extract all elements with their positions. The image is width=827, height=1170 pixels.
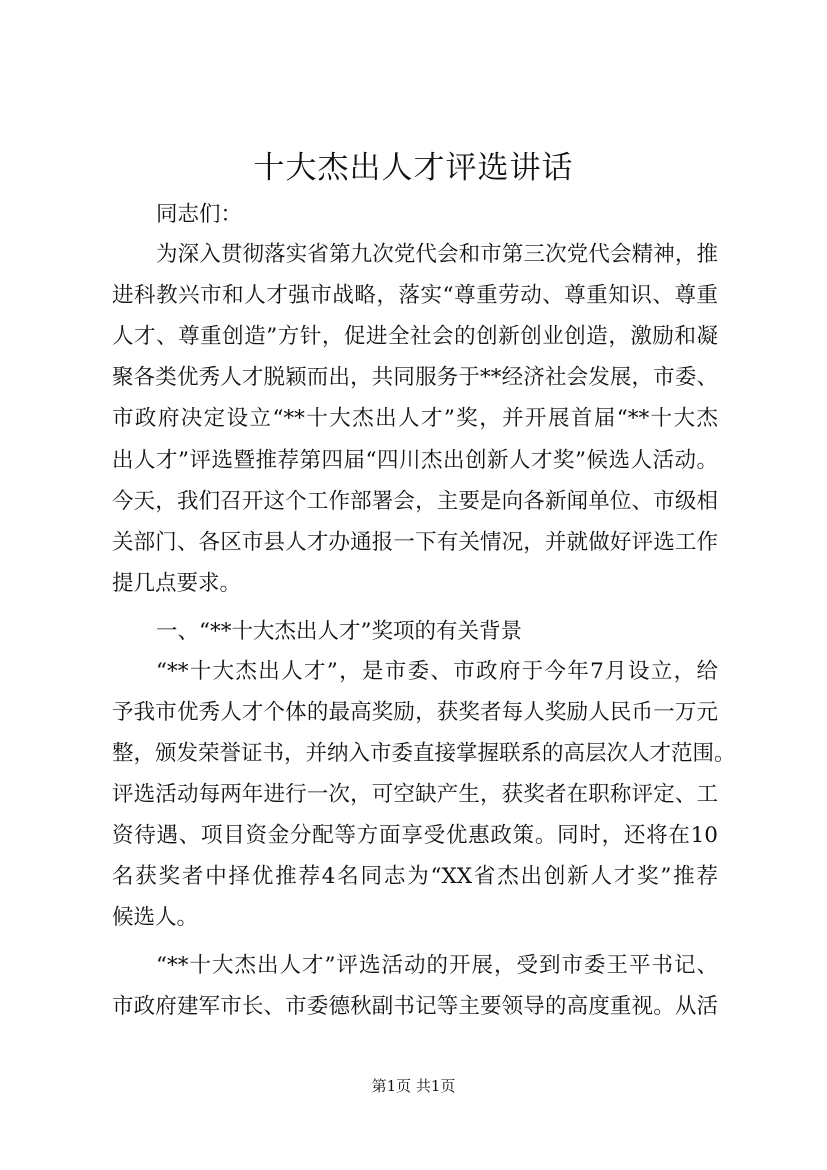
paragraph-line: 整，颁发荣誉证书，并纳入市委直接掌握联系的高层次人才范围。: [112, 741, 736, 766]
paragraph-line: 为深入贯彻落实省第九次党代会和市第三次党代会精神，推: [156, 242, 718, 267]
paragraph-line: 人才、尊重创造”方针，促进全社会的创新创业创造，激励和凝: [112, 324, 718, 349]
paragraph-line: 名获奖者中择优推荐4名同志为“XX省杰出创新人才奖”推荐: [112, 864, 718, 889]
page-footer: 第1页 共1页: [371, 1077, 456, 1095]
paragraph-line: 市政府决定设立“**十大杰出人才”奖，并开展首届“**十大杰: [112, 406, 718, 431]
paragraph-line: “**十大杰出人才”评选活动的开展，受到市委王平书记、: [156, 953, 718, 978]
section-heading: 一、“**十大杰出人才”奖项的有关背景: [156, 619, 522, 644]
paragraph-line: 进科教兴市和人才强市战略，落实“尊重劳动、尊重知识、尊重: [112, 283, 718, 308]
paragraph-line: “**十大杰出人才”，是市委、市政府于今年7月设立，给: [156, 659, 718, 684]
document-title: 十大杰出人才评选讲话: [253, 150, 574, 186]
paragraph-line: 今天，我们召开这个工作部署会，主要是向各新闻单位、市级相: [112, 489, 718, 514]
paragraph-line: 候选人。: [112, 905, 199, 930]
paragraph-line: 出人才”评选暨推荐第四届“四川杰出创新人才奖”候选人活动。: [112, 448, 718, 473]
paragraph-line: 关部门、各区市县人才办通报一下有关情况，并就做好评选工作: [112, 530, 718, 555]
paragraph-line: 资待遇、项目资金分配等方面享受优惠政策。同时，还将在10: [112, 823, 718, 848]
paragraph-line: 评选活动每两年进行一次，可空缺产生，获奖者在职称评定、工: [112, 782, 718, 807]
salutation: 同志们：: [156, 202, 243, 227]
paragraph-line: 提几点要求。: [112, 571, 242, 596]
paragraph-line: 市政府建军市长、市委德秋副书记等主要领导的高度重视。从活: [112, 994, 718, 1019]
paragraph-line: 聚各类优秀人才脱颖而出，共同服务于**经济社会发展，市委、: [112, 365, 718, 390]
paragraph-line: 予我市优秀人才个体的最高奖励，获奖者每人奖励人民币一万元: [112, 700, 718, 725]
